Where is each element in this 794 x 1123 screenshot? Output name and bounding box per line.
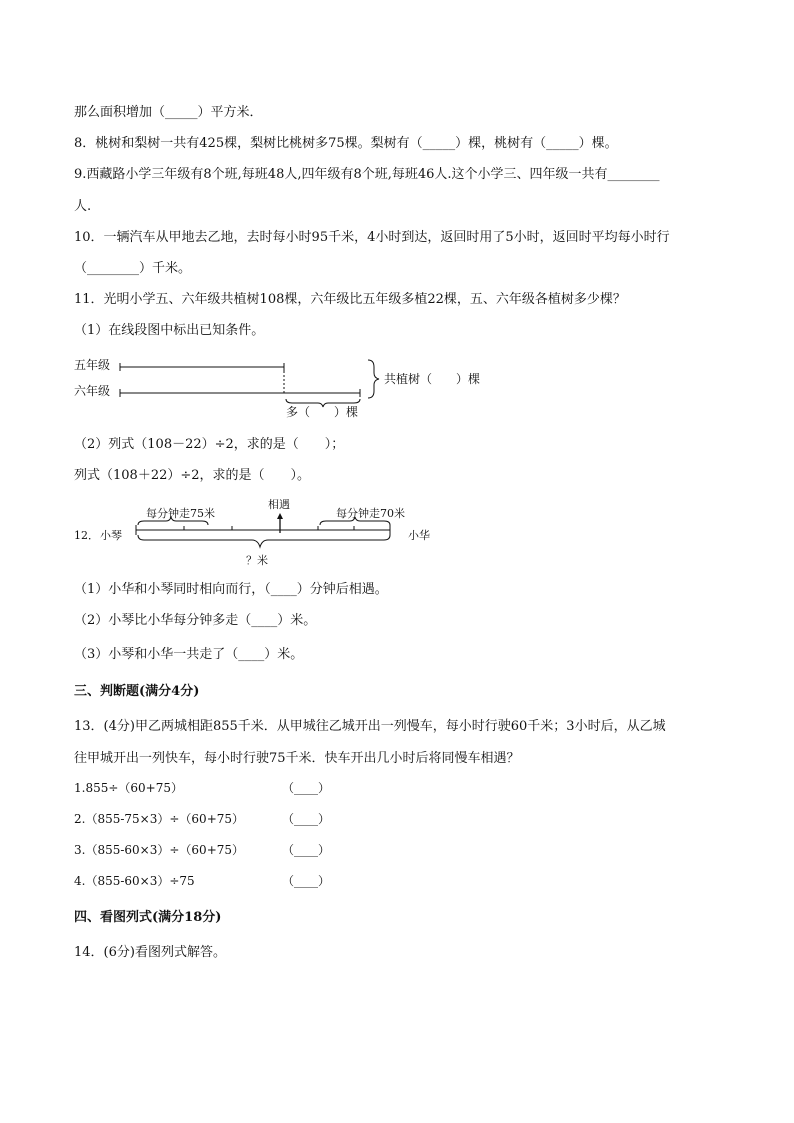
question-12-part1: （1）小华和小琴同时相向而行，（____）分钟后相遇。 bbox=[74, 582, 388, 597]
option-4-blank: （____） bbox=[282, 874, 331, 888]
question-11-part1: （1）在线段图中标出已知条件。 bbox=[74, 323, 265, 338]
label-total-trees: 共植树（ ）棵 bbox=[384, 372, 481, 386]
question-10: 10．一辆汽车从甲地去乙地，去时每小时95千米，4小时到达，返回时用了5小时，返回时平均每小时行 bbox=[74, 230, 670, 245]
question-9: 9.西藏路小学三年级有8个班,每班48人,四年级有8个班,每班46人.这个小学三、四年级一共有________ bbox=[74, 167, 660, 182]
option-3-blank: （____） bbox=[282, 843, 331, 857]
label-total-distance: ？米 bbox=[246, 554, 268, 567]
label-more-trees: 多（ ）棵 bbox=[286, 405, 359, 419]
question-11: 11．光明小学五、六年级共植树108棵，六年级比五年级多植22棵，五、六年级各植树多少棵？ bbox=[74, 292, 626, 307]
question-11-part2: （2）列式（108－22）÷2，求的是（ ）； bbox=[74, 437, 345, 452]
question-13-cont: 往甲城开出一列快车，每小时行驶75千米．快车开出几小时后将同慢车相遇？ bbox=[74, 751, 520, 766]
question-9-cont: 人. bbox=[74, 199, 92, 214]
fill-blank-q7-cont: 那么面积增加（_____）平方米． bbox=[74, 105, 263, 120]
question-12-number: 12． bbox=[74, 529, 99, 542]
question-8: 8．桃树和梨树一共有425棵，梨树比桃树多75棵。梨树有（_____）棵，桃树有（_____）棵。 bbox=[74, 136, 618, 151]
option-4-expr: 4.（855-60×3）÷75 bbox=[74, 874, 195, 888]
option-3-expr: 3.（855-60×3）÷（60+75） bbox=[74, 843, 245, 857]
question-13: 13．(4分)甲乙两城相距855千米．从甲城往乙城开出一列慢车，每小时行驶60千米；3小时后，从乙城 bbox=[74, 719, 666, 734]
option-1-expr: 1.855÷（60+75） bbox=[74, 781, 184, 795]
question-14: 14．(6分)看图列式解答。 bbox=[74, 945, 226, 960]
segment-diagram-12 bbox=[0, 505, 794, 565]
section-judgement-title: 三、判断题(满分4分) bbox=[74, 684, 200, 699]
label-left-speed: 每分钟走75米 bbox=[146, 507, 215, 520]
section-picture-title: 四、看图列式(满分18分) bbox=[74, 910, 222, 925]
label-right-speed: 每分钟走70米 bbox=[336, 507, 405, 520]
label-xiaohua: 小华 bbox=[408, 529, 430, 542]
question-12-part3: （3）小琴和小华一共走了（____）米。 bbox=[74, 647, 304, 662]
label-xiaoqin: 小琴 bbox=[100, 529, 122, 542]
option-2-blank: （____） bbox=[282, 812, 331, 826]
question-12-part2: （2）小琴比小华每分钟多走（____）米。 bbox=[74, 613, 317, 628]
label-grade6: 六年级 bbox=[74, 384, 111, 398]
question-10-cont: （________）千米。 bbox=[74, 261, 192, 276]
label-meet: 相遇 bbox=[268, 498, 290, 511]
option-2-expr: 2.（855-75×3）÷（60+75） bbox=[74, 812, 245, 826]
question-11-part2-b: 列式（108＋22）÷2，求的是（ ）。 bbox=[74, 468, 311, 483]
label-grade5: 五年级 bbox=[74, 358, 111, 372]
option-1-blank: （____） bbox=[282, 781, 331, 795]
